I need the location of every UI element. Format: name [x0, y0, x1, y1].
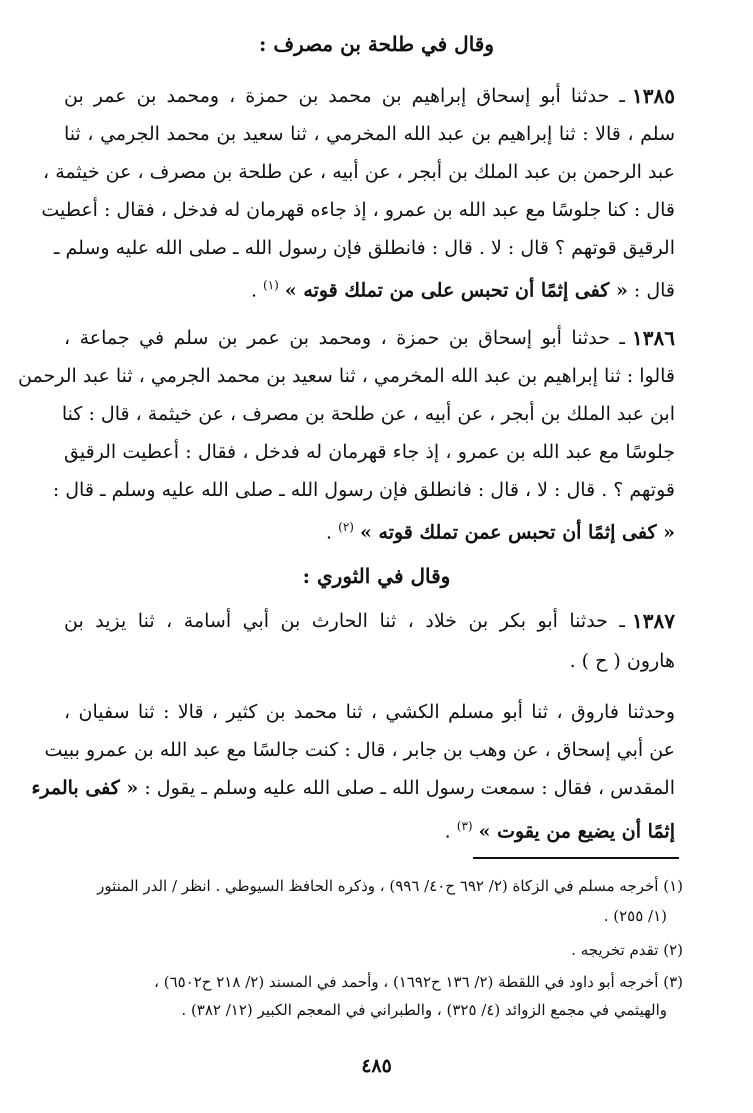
hadith-1386-line-6: « كفى إثمًا أن تحبس عمن تملك قوته » $^{(٢)}$ . [326, 520, 675, 544]
hadith-1387-line-2: هارون ( ح ) . [569, 650, 675, 672]
hadith-1386-line-4: جلوسًا مع عبد الله بن عمرو ، إذ جاء قهرمان له فدخل ، فقال : أعطيت الرقيق [64, 441, 675, 463]
hadith-number-1385: ١٣٨٥ [632, 84, 675, 108]
hadith-1385-line-4: قال : كنا جلوسًا مع عبد الله بن عمرو ، إذ جاءه قهرمان له فدخل ، فقال : أعطيت [41, 199, 675, 221]
footnote-2: (٢) تقدم تخريجه . [571, 941, 683, 959]
prophetic-quote-1386: « كفى إثمًا أن تحبس عمن تملك قوته » [360, 521, 675, 544]
hadith-1387b-line-1: وحدثنا فاروق ، ثنا أبو مسلم الكشي ، ثنا محمد بن كثير ، قالا : ثنا سفيان ، [64, 701, 675, 723]
hadith-1385-line-2: سلم ، قالا : ثنا إبراهيم بن عبد الله المخرمي ، ثنا سعيد بن محمد الجرمي ، ثنا [64, 123, 675, 145]
hadith-1387b-line-2: عن أبي إسحاق ، عن وهب بن جابر ، قال : كنت جالسًا مع عبد الله بن عمرو ببيت [44, 739, 675, 761]
hadith-1387b-line-3: المقدس ، فقال : سمعت رسول الله ـ صلى الله عليه وسلم ـ يقول : « كفى بالمرء [31, 777, 675, 799]
hadith-1385-line-3: عبد الرحمن بن عبد الملك بن أبجر ، عن أبيه ، عن طلحة بن مصرف ، عن خيثمة ، [43, 161, 675, 183]
footnote-3-cont: والهيثمي في مجمع الزوائد (٤/ ٣٢٥) ، والطبراني في المعجم الكبير (١٢/ ٣٨٢) . [181, 1001, 667, 1019]
prophetic-quote-1385: « كفى إثمًا أن تحبس على من تملك قوته » [284, 279, 628, 302]
hadith-1387b-line-4: إثمًا أن يضيع من يقوت » $^{(٣)}$ . [444, 819, 675, 843]
hadith-1387-line-1: ١٣٨٧ ـ حدثنا أبو بكر بن خلاد ، ثنا الحارث بن أبي أسامة ، ثنا يزيد بن [64, 609, 675, 633]
page-number: ٤٨٥ [361, 1055, 392, 1077]
footnote-1: (١) أخرجه مسلم في الزكاة (٢/ ٦٩٢ ح٤٠/ ٩٩٦) ، وذكره الحافظ السيوطي . انظر / الدر المنثور [97, 877, 683, 895]
prophetic-quote-1387-end: إثمًا أن يضيع من يقوت » [478, 820, 675, 843]
footnote-1-cont: (١/ ٢٥٥) . [603, 907, 667, 925]
prophetic-quote-1387-start: « كفى بالمرء [31, 777, 139, 799]
footnote-ref-1: (١) [263, 278, 279, 292]
hadith-1386-line-3: ابن عبد الملك بن أبجر ، عن أبيه ، عن طلحة بن مصرف ، عن خيثمة ، قال : كنا [61, 403, 675, 425]
hadith-number-1386: ١٣٨٦ [632, 326, 675, 350]
footnote-separator [473, 857, 679, 859]
section-heading-thawri: وقال في الثوري : [302, 564, 451, 588]
section-heading-talha: وقال في طلحة بن مصرف : [258, 32, 495, 56]
hadith-1385-line-5: الرقيق قوتهم ؟ قال : لا . قال : فانطلق فإن رسول الله ـ صلى الله عليه وسلم ـ [53, 237, 675, 259]
hadith-1385-line-6: قال : « كفى إثمًا أن تحبس على من تملك قوته » $^{(١)}$ . [250, 278, 675, 302]
footnote-ref-2: (٢) [338, 520, 354, 534]
hadith-1386-line-1: ١٣٨٦ ـ حدثنا أبو إسحاق بن حمزة ، ومحمد بن عمر بن سلم في جماعة ، [64, 326, 675, 350]
hadith-number-1387: ١٣٨٧ [632, 609, 675, 633]
hadith-1386-line-5: قوتهم ؟ . قال : لا ، قال : فانطلق فإن رسول الله ـ صلى الله عليه وسلم ـ قال : [52, 479, 675, 501]
footnote-3: (٣) أخرجه أبو داود في اللقطة (٢/ ١٣٦ ح١٦٩٢) ، وأحمد في المسند (٢/ ٢١٨ ح٦٥٠٢) ، [154, 973, 683, 991]
footnote-ref-3: (٣) [456, 819, 473, 833]
hadith-1385-line-1: ١٣٨٥ ـ حدثنا أبو إسحاق إبراهيم بن محمد بن حمزة ، ومحمد بن عمر بن [64, 84, 675, 108]
hadith-1386-line-2: قالوا : ثنا إبراهيم بن عبد الله المخرمي ، ثنا سعيد بن محمد الجرمي ، ثنا عبد الرحمن [18, 365, 675, 387]
